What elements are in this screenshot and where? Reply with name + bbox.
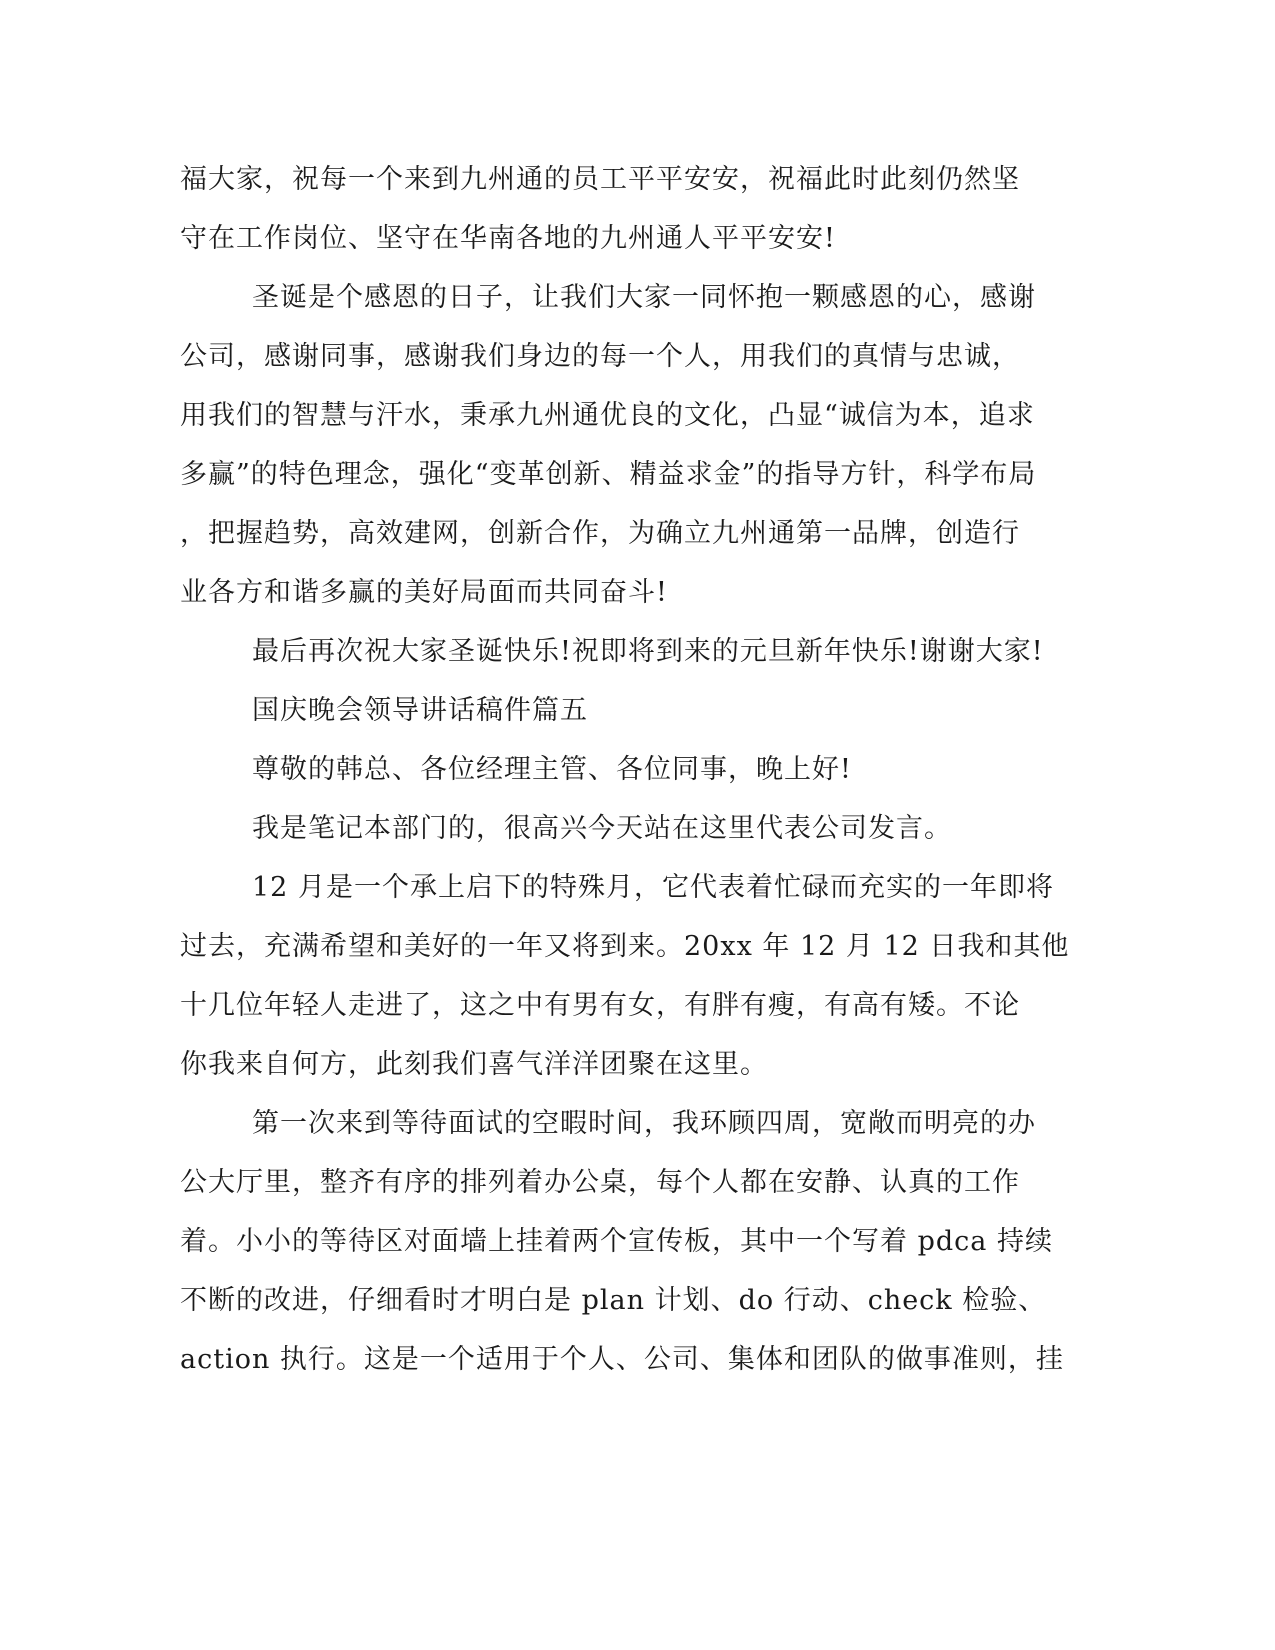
paragraph — [180, 622, 1044, 681]
body-text — [180, 150, 1070, 1389]
text-line: 国庆晚会领导讲话稿件篇五 — [252, 695, 588, 726]
text-line: 不断的改进，仔细看时才明白是 plan 计划、do 行动、check 检验、 — [180, 1285, 1047, 1316]
greeting — [180, 740, 1040, 799]
paragraph — [180, 268, 1040, 622]
text-line: 业各方和谐多赢的美好局面而共同奋斗! — [180, 577, 668, 608]
section-heading — [180, 681, 1040, 740]
text-line: ，把握趋势，高效建网，创新合作，为确立九州通第一品牌，创造行 — [180, 518, 1020, 549]
text-line: 12 月是一个承上启下的特殊月，它代表着忙碌而充实的一年即将 — [252, 872, 1054, 903]
text-line: 第一次来到等待面试的空暇时间，我环顾四周，宽敞而明亮的办 — [252, 1108, 1036, 1139]
paragraph — [180, 150, 1040, 268]
text-line: 公司，感谢同事，感谢我们身边的每一个人，用我们的真情与忠诚， — [180, 341, 1020, 372]
text-line: 你我来自何方，此刻我们喜气洋洋团聚在这里。 — [180, 1049, 768, 1080]
text-line: 最后再次祝大家圣诞快乐!祝即将到来的元旦新年快乐!谢谢大家! — [252, 636, 1044, 667]
text-line: 着。小小的等待区对面墙上挂着两个宣传板，其中一个写着 pdca 持续 — [180, 1226, 1053, 1257]
text-line: 圣诞是个感恩的日子，让我们大家一同怀抱一颗感恩的心，感谢 — [252, 282, 1036, 313]
text-line: 过去，充满希望和美好的一年又将到来。20xx 年 12 月 12 日我和其他 — [180, 931, 1070, 962]
text-line: 多赢”的特色理念，强化“变革创新、精益求金”的指导方针，科学布局 — [180, 459, 1037, 490]
text-line: 福大家，祝每一个来到九州通的员工平平安安，祝福此时此刻仍然坚 — [180, 164, 1020, 195]
text-line: 十几位年轻人走进了，这之中有男有女，有胖有瘦，有高有矮。不论 — [180, 990, 1020, 1021]
text-line: 我是笔记本部门的，很高兴今天站在这里代表公司发言。 — [252, 813, 952, 844]
text-line: 公大厅里，整齐有序的排列着办公桌，每个人都在安静、认真的工作 — [180, 1167, 1020, 1198]
text-line: 守在工作岗位、坚守在华南各地的九州通人平平安安! — [180, 223, 836, 254]
text-line: 用我们的智慧与汗水，秉承九州通优良的文化，凸显“诚信为本，追求 — [180, 400, 1035, 431]
paragraph — [180, 799, 1040, 858]
paragraph — [180, 858, 1070, 1094]
text-line: 尊敬的韩总、各位经理主管、各位同事，晚上好! — [252, 754, 852, 785]
paragraph — [180, 1094, 1064, 1389]
text-line: action 执行。这是一个适用于个人、公司、集体和团队的做事准则，挂 — [180, 1344, 1064, 1375]
